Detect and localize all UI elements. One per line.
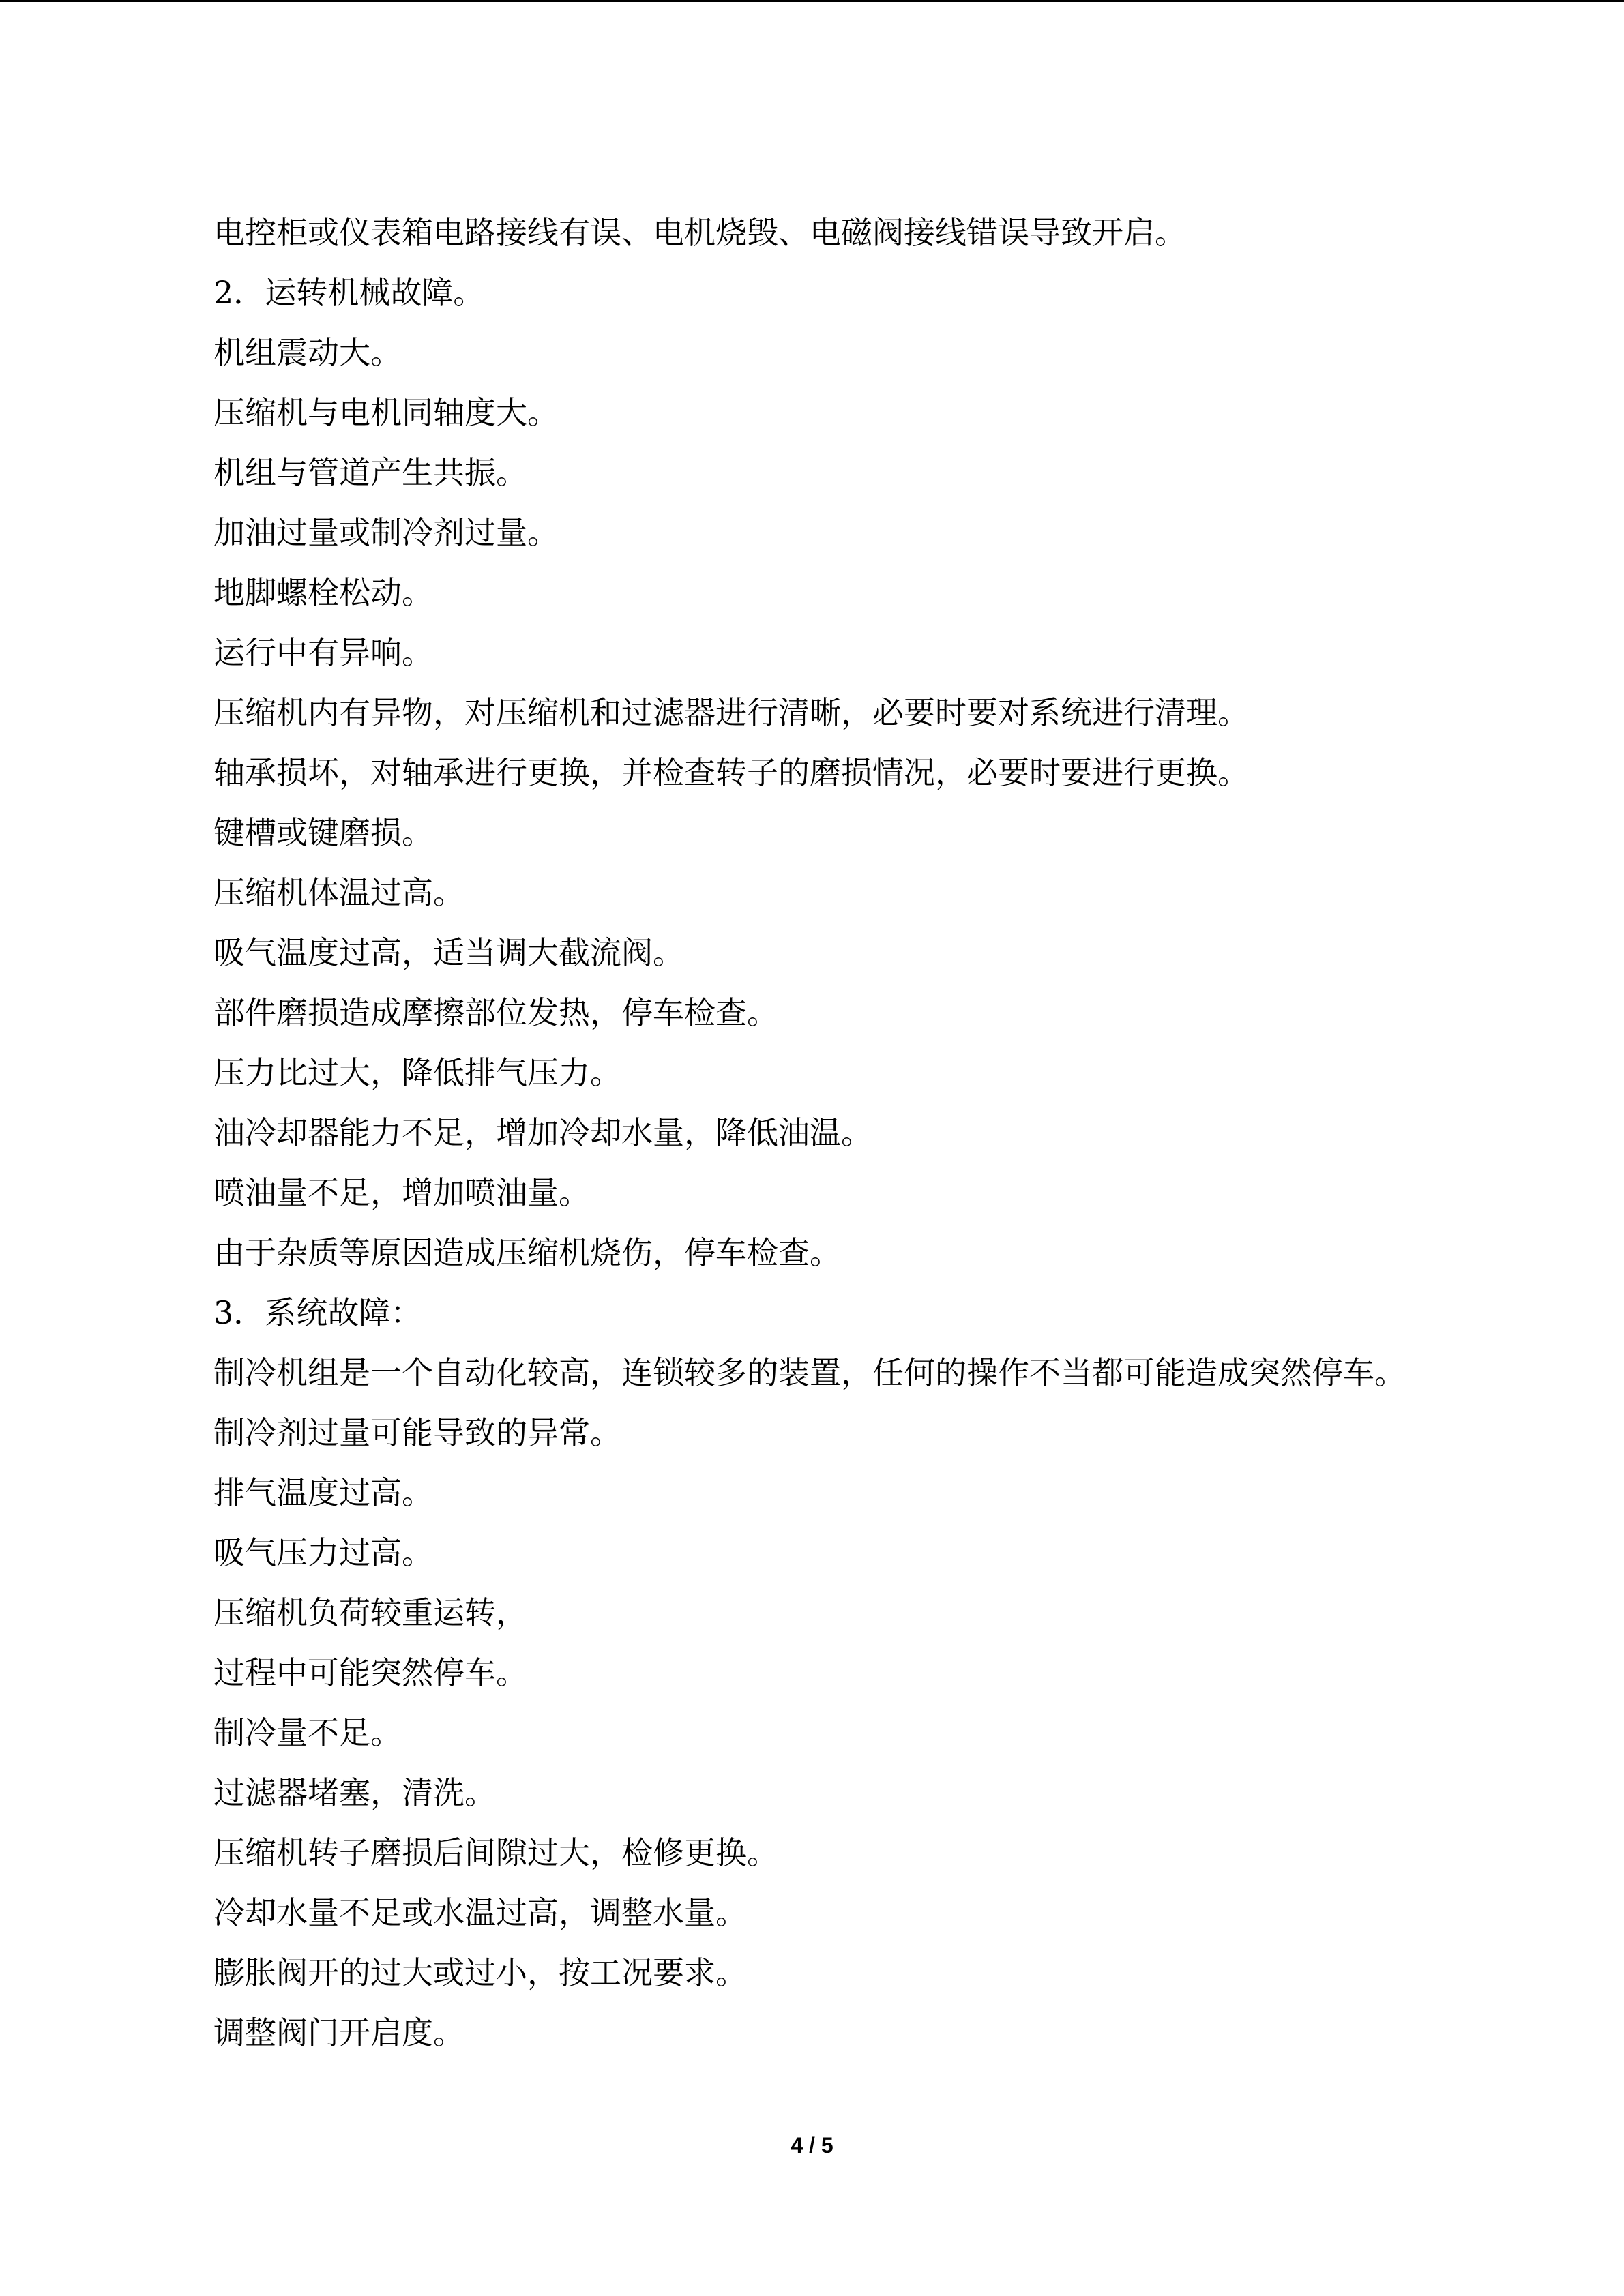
- section-heading: 3．系统故障：: [213, 1294, 422, 1331]
- text-line: 油冷却器能力不足，增加冷却水量，降低油温。: [213, 1114, 872, 1151]
- text-line: 压缩机内有异物，对压缩机和过滤器进行清晰，必要时要对系统进行清理。: [213, 694, 1249, 731]
- text-line: 制冷量不足。: [213, 1714, 402, 1751]
- text-line: 过程中可能突然停车。: [213, 1654, 527, 1691]
- text-line: 机组与管道产生共振。: [213, 454, 527, 491]
- text-line: 由于杂质等原因造成压缩机烧伤，停车检查。: [213, 1234, 841, 1271]
- text-line: 机组震动大。: [213, 334, 402, 371]
- text-line: 制冷机组是一个自动化较高，连锁较多的装置，任何的操作不当都可能造成突然停车。: [213, 1354, 1406, 1391]
- text-line: 加油过量或制冷剂过量。: [213, 514, 559, 551]
- text-line: 地脚螺栓松动。: [213, 574, 433, 611]
- document-body: [213, 211, 1509, 2072]
- text-line: 膨胀阀开的过大或过小，按工况要求。: [213, 1954, 747, 1991]
- text-line: 冷却水量不足或水温过高，调整水量。: [213, 1894, 747, 1931]
- text-line: 调整阀门开启度。: [213, 2014, 464, 2051]
- text-line: 电控柜或仪表箱电路接线有误、电机烧毁、电磁阀接线错误导致开启。: [213, 214, 1186, 251]
- text-line: 部件磨损造成摩擦部位发热，停车检查。: [213, 994, 778, 1031]
- text-line: 压缩机负荷较重运转，: [213, 1594, 527, 1631]
- text-line: 运行中有异响。: [213, 634, 433, 671]
- text-line: 压缩机体温过高。: [213, 874, 464, 911]
- text-line: 制冷剂过量可能导致的异常。: [213, 1414, 621, 1451]
- text-line: 压缩机转子磨损后间隙过大，检修更换。: [213, 1834, 778, 1871]
- text-line: 键槽或键磨损。: [213, 814, 433, 851]
- text-line: 压力比过大，降低排气压力。: [213, 1054, 621, 1091]
- text-line: 过滤器堵塞，清洗。: [213, 1774, 496, 1811]
- text-line: 压缩机与电机同轴度大。: [213, 394, 559, 431]
- text-line: 排气温度过高。: [213, 1474, 433, 1511]
- text-line: 吸气温度过高，适当调大截流阀。: [213, 934, 684, 971]
- page-number: 4 / 5: [791, 2133, 833, 2158]
- text-line: 吸气压力过高。: [213, 1534, 433, 1571]
- text-line: 喷油量不足，增加喷油量。: [213, 1174, 590, 1211]
- text-line: 轴承损坏，对轴承进行更换，并检查转子的磨损情况，必要时要进行更换。: [213, 754, 1249, 791]
- top-border-line: [0, 0, 1624, 2]
- section-heading: 2．运转机械故障。: [213, 274, 485, 311]
